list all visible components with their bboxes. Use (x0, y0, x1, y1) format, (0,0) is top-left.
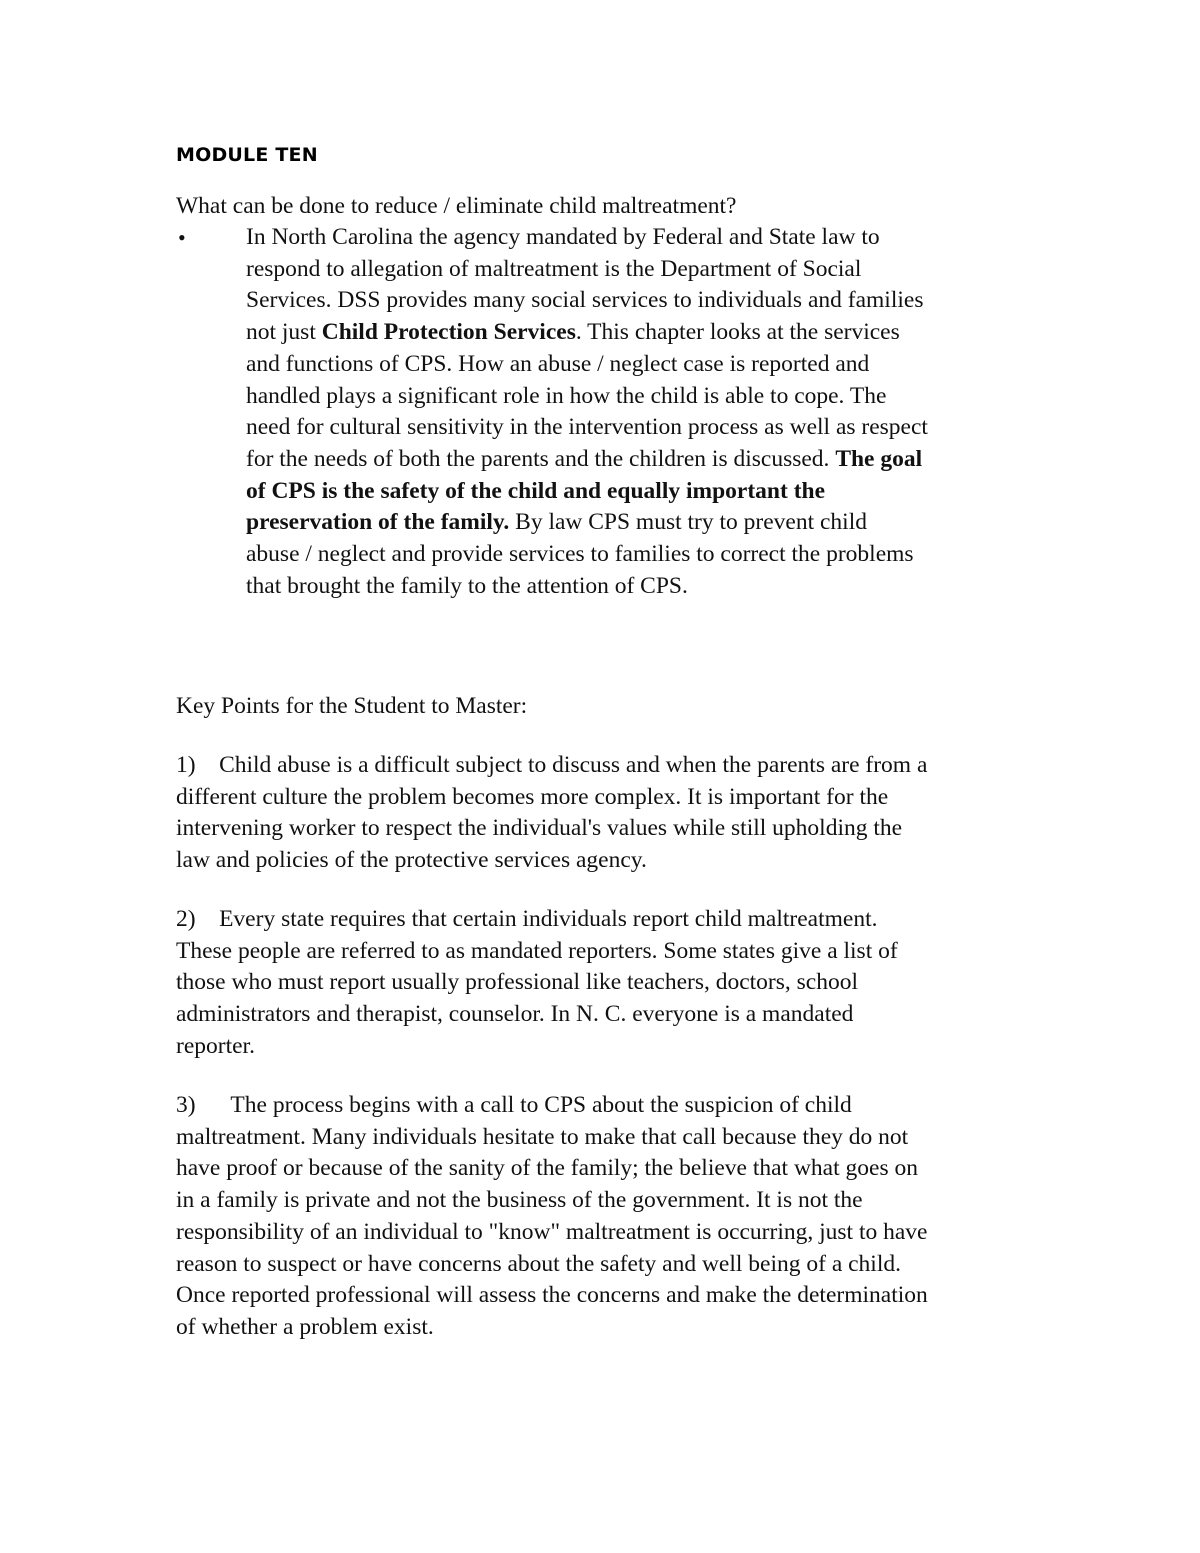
point-text: Child abuse is a difficult subject to discuss and when the parents are from a (219, 752, 928, 778)
text-run: abuse / neglect and provide services to families to correct the problems (246, 541, 914, 568)
text-run: and functions of CPS. How an abuse / neglect case is reported and (246, 350, 870, 377)
point-text: administrators and therapist, counselor. In N. C. everyone is a mandated (176, 1001, 854, 1028)
overview-line (246, 317, 1036, 349)
overview-line (246, 476, 1036, 508)
overview-paragraph (246, 222, 1036, 602)
point-line (176, 1312, 1056, 1344)
point-text: reason to suspect or have concerns about the safety and well being of a child. (176, 1250, 901, 1277)
point-line (176, 999, 1056, 1031)
point-line (176, 782, 1056, 814)
point-line (176, 1249, 1056, 1281)
text-run: handled plays a significant role in how the child is able to cope. The (246, 382, 887, 409)
key-points-heading: Key Points for the Student to Master: (176, 693, 528, 719)
bold-text-run: The goal (835, 445, 923, 472)
overview-line (246, 349, 1036, 381)
text-run: By law CPS must try to prevent child (509, 509, 867, 536)
point-line (176, 1031, 1056, 1063)
text-run: for the needs of both the parents and the children is discussed. (246, 445, 836, 472)
point-line (176, 936, 1056, 968)
overview-line (246, 381, 1036, 413)
point-text: law and policies of the protective services agency. (176, 847, 647, 874)
point-line (176, 1122, 1056, 1154)
point-line (176, 813, 1056, 845)
overview-line (246, 222, 1036, 254)
point-text: These people are referred to as mandated reporters. Some states give a list of (176, 937, 898, 964)
overview-line (246, 507, 1036, 539)
point-text: those who must report usually professional like teachers, doctors, school (176, 969, 859, 996)
bullet-marker: • (178, 225, 186, 250)
text-run: Services. DSS provides many social services to individuals and families (246, 287, 924, 314)
point-text: responsibility of an individual to "know" maltreatment is occurring, just to have (176, 1218, 928, 1245)
point-text: maltreatment. Many individuals hesitate to make that call because they do not (176, 1123, 909, 1150)
module-question: What can be done to reduce / eliminate child maltreatment? (176, 193, 737, 219)
point-text: reporter. (176, 1032, 255, 1059)
point-line (176, 904, 1056, 936)
point-line (176, 967, 1056, 999)
point-line (176, 750, 1056, 782)
point-line (176, 1090, 1056, 1122)
overview-line (246, 285, 1036, 317)
bold-text-run: Child Protection Services (321, 319, 576, 346)
point-text: in a family is private and not the business of the government. It is not the (176, 1187, 863, 1214)
point-text: The process begins with a call to CPS about the suspicion of child (230, 1092, 852, 1118)
overview-line (246, 412, 1036, 444)
key-point-2 (176, 904, 1056, 1063)
overview-line (246, 539, 1036, 571)
point-line (176, 1280, 1056, 1312)
text-run: In North Carolina the agency mandated by Federal and State law to (246, 224, 880, 250)
text-run: that brought the family to the attention of CPS. (246, 572, 688, 599)
point-line (176, 1153, 1056, 1185)
overview-line (246, 571, 1036, 603)
point-text: of whether a problem exist. (176, 1313, 434, 1340)
point-line (176, 845, 1056, 877)
key-point-3 (176, 1090, 1056, 1344)
bold-text-run: preservation of the family. (246, 509, 510, 536)
point-number: 1) (176, 752, 196, 778)
point-text: Once reported professional will assess the concerns and make the determination (176, 1282, 928, 1309)
text-run: respond to allegation of maltreatment is the Department of Social (246, 255, 862, 282)
point-text: different culture the problem becomes more complex. It is important for the (176, 783, 889, 810)
overview-line (246, 444, 1036, 476)
point-text: Every state requires that certain individuals report child maltreatment. (219, 906, 878, 932)
bold-text-run: of CPS is the safety of the child and equally important the (246, 477, 826, 504)
key-point-1 (176, 750, 1056, 877)
point-line (176, 1185, 1056, 1217)
point-number: 3) (176, 1092, 196, 1118)
point-line (176, 1217, 1056, 1249)
text-run: need for cultural sensitivity in the intervention process as well as respect (246, 414, 928, 441)
overview-line (246, 254, 1036, 286)
point-text: have proof or because of the sanity of the family; the believe that what goes on (176, 1155, 918, 1182)
point-number: 2) (176, 906, 196, 932)
module-heading: MODULE TEN (176, 144, 318, 166)
text-run: not just (246, 319, 322, 346)
text-run: . This chapter looks at the services (575, 319, 900, 346)
point-text: intervening worker to respect the individual's values while still upholding the (176, 815, 903, 842)
